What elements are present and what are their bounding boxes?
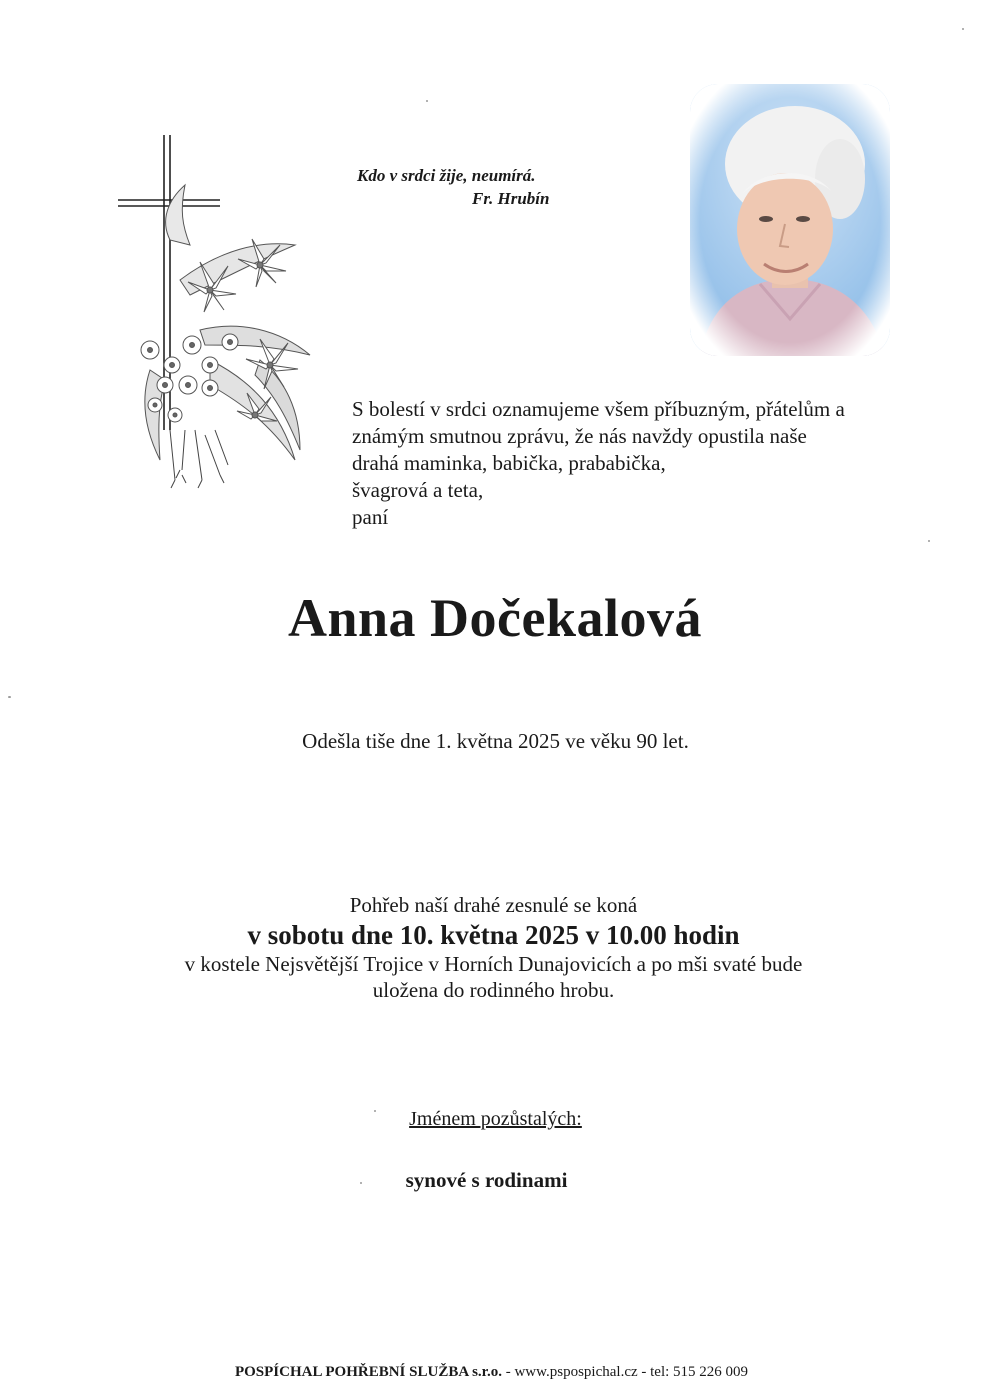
funeral-intro: Pohřeb naší drahé zesnulé se koná xyxy=(349,893,638,917)
announcement-line: švagrová a teta, xyxy=(352,478,484,502)
deceased-name: Anna Dočekalová xyxy=(287,588,703,648)
announcement-line: drahá maminka, babička, prababička, xyxy=(352,451,666,475)
passed-block xyxy=(0,728,987,754)
announcement-line: S bolestí v srdci oznamujeme všem příbuzným, přátelům a xyxy=(352,397,845,421)
scan-speck xyxy=(426,100,428,102)
quote-block xyxy=(300,164,580,210)
deceased-name-block xyxy=(0,588,987,648)
lily-bouquet-icon xyxy=(141,185,310,488)
quote-text: Kdo v srdci žije, neumírá. xyxy=(357,166,536,185)
signature-label-block xyxy=(0,1106,987,1132)
announcement-line: paní xyxy=(352,505,389,529)
announcement-text xyxy=(352,396,932,531)
footer-contact: - www.pspospichal.cz - tel: 515 226 009 xyxy=(501,1364,749,1380)
portrait-image xyxy=(690,84,890,356)
footer xyxy=(0,1362,987,1382)
funeral-place-line1: v kostele Nejsvětější Trojice v Horních Dunajovicích a po mši svaté bude xyxy=(184,952,803,976)
scan-speck xyxy=(360,1182,362,1184)
signature-value: synové s rodinami xyxy=(405,1168,568,1192)
cross-with-flowers xyxy=(110,130,330,510)
passed-text: Odešla tiše dne 1. května 2025 ve věku 90 let. xyxy=(302,729,689,753)
signature-label: Jménem pozůstalých: xyxy=(409,1108,582,1130)
cross-icon xyxy=(110,130,330,510)
announcement-line: známým smutnou zprávu, že nás navždy opustila naše xyxy=(352,424,807,448)
signature-value-block xyxy=(0,1166,987,1194)
scan-speck xyxy=(928,540,930,542)
footer-text xyxy=(235,1362,748,1382)
footer-company: POSPÍCHAL POHŘEBNÍ SLUŽBA s.r.o. xyxy=(234,1364,502,1380)
portrait-photo xyxy=(690,84,890,356)
funeral-info xyxy=(0,892,987,1003)
funeral-place-line2: uložena do rodinného hrobu. xyxy=(372,978,615,1002)
scan-speck xyxy=(374,1110,376,1112)
scan-speck xyxy=(962,28,964,30)
scan-speck xyxy=(8,696,11,698)
quote-author: Fr. Hrubín xyxy=(472,189,550,208)
funeral-date: v sobotu dne 10. května 2025 v 10.00 hodin xyxy=(247,920,740,950)
